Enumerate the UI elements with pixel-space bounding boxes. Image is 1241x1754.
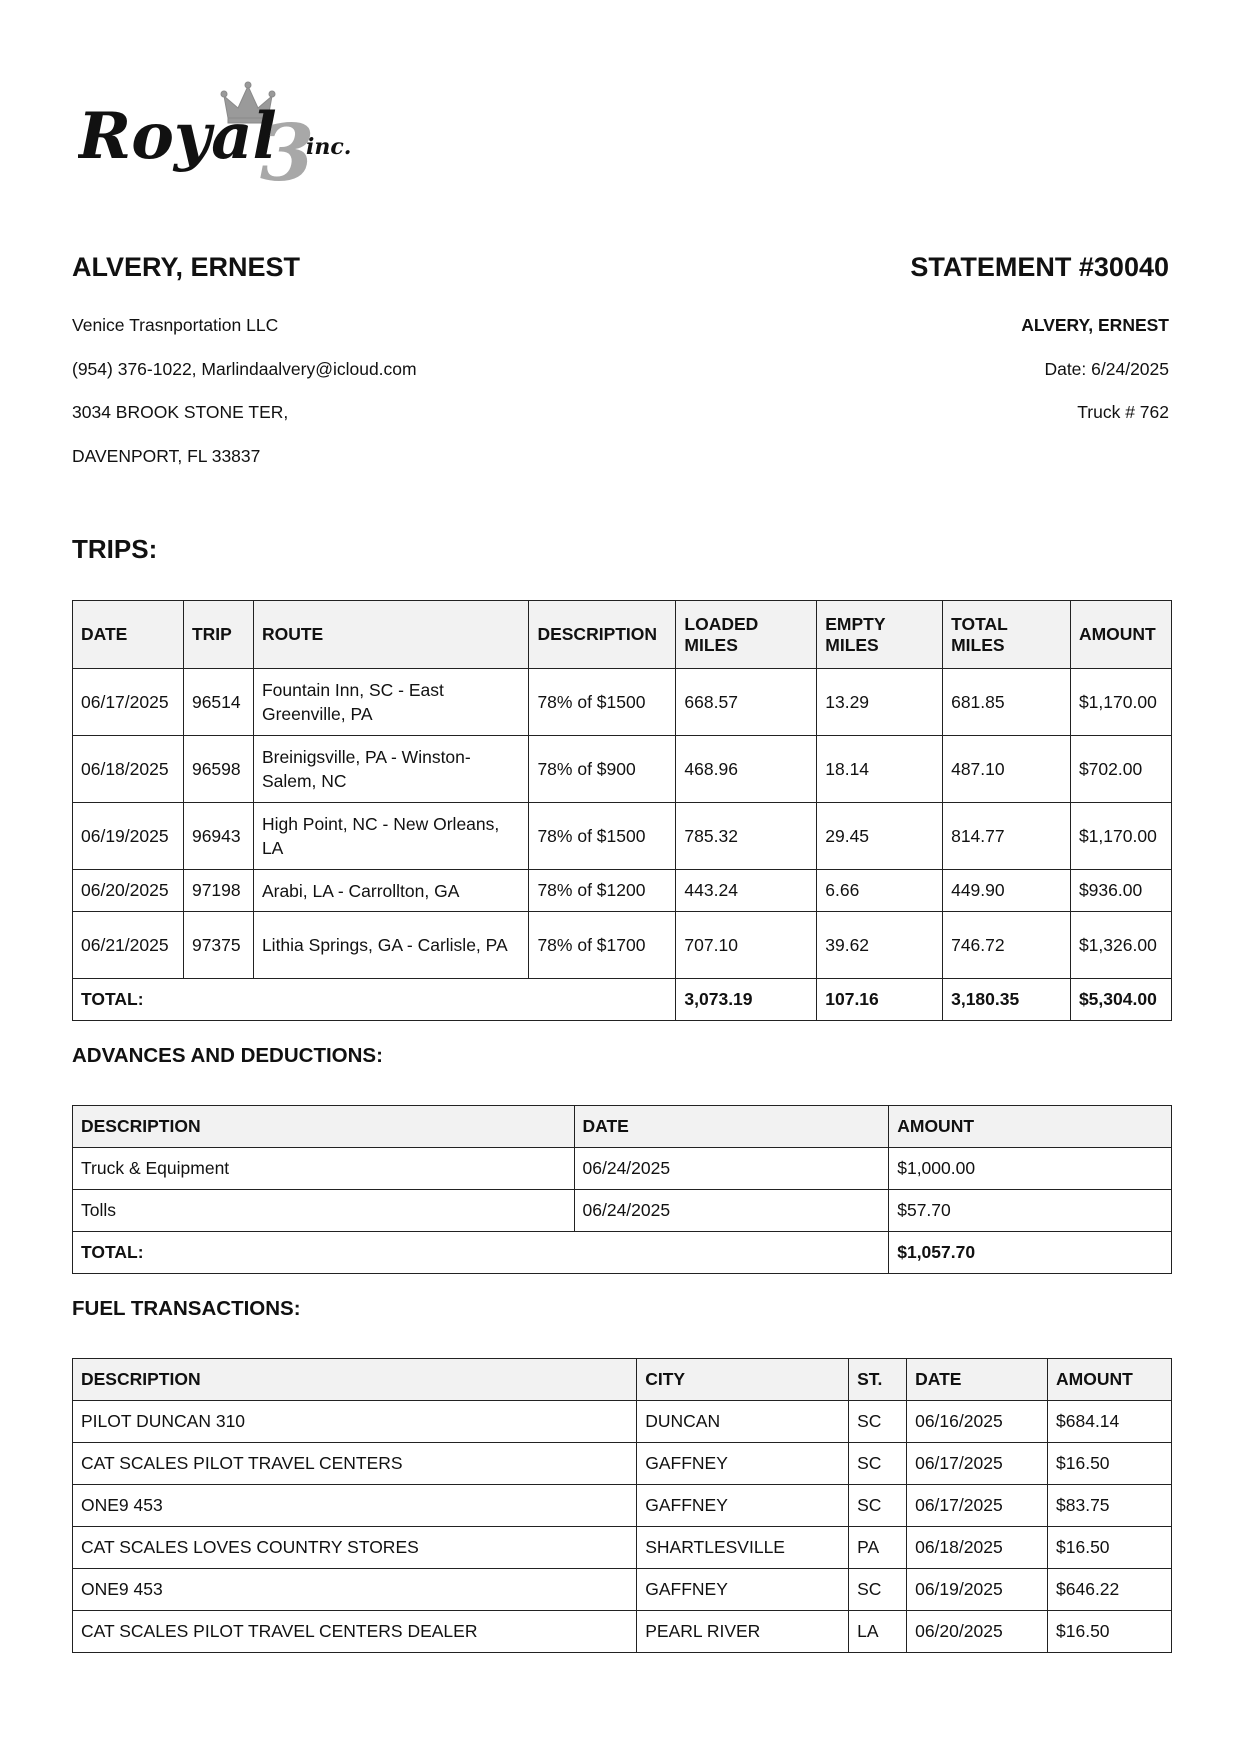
col-header-date: DATE xyxy=(73,601,184,669)
fuel-amount: $83.75 xyxy=(1048,1485,1172,1527)
trip-description: 78% of $1200 xyxy=(529,870,676,912)
fuel-amount: $16.50 xyxy=(1048,1527,1172,1569)
fuel-city: GAFFNEY xyxy=(637,1443,849,1485)
table-row xyxy=(73,1569,1172,1611)
driver-name: ALVERY, ERNEST xyxy=(72,252,301,282)
statement-truck: Truck # 762 xyxy=(1077,402,1169,422)
statement-title: STATEMENT #30040 xyxy=(910,252,1169,282)
svg-text:3: 3 xyxy=(260,108,315,190)
trip-amount: $1,170.00 xyxy=(1070,803,1171,870)
col-header-description: DESCRIPTION xyxy=(529,601,676,669)
fuel-date: 06/17/2025 xyxy=(907,1443,1048,1485)
fuel-state: SC xyxy=(849,1443,907,1485)
trips-title: TRIPS: xyxy=(72,534,158,564)
driver-address-line1: 3034 BROOK STONE TER, xyxy=(72,402,289,422)
trip-description: 78% of $1500 xyxy=(529,669,676,736)
advance-amount: $1,000.00 xyxy=(889,1148,1172,1190)
trip-empty-miles: 29.45 xyxy=(817,803,943,870)
advances-header-row xyxy=(73,1106,1172,1148)
fuel-city: GAFFNEY xyxy=(637,1569,849,1611)
trip-number: 96514 xyxy=(183,669,253,736)
col-header-description: DESCRIPTION xyxy=(73,1359,637,1401)
trip-amount: $936.00 xyxy=(1070,870,1171,912)
advances-title: ADVANCES AND DEDUCTIONS: xyxy=(72,1044,383,1067)
trip-date: 06/17/2025 xyxy=(73,669,184,736)
trip-amount: $1,170.00 xyxy=(1070,669,1171,736)
advances-table xyxy=(72,1105,1172,1274)
trips-header-row xyxy=(73,601,1172,669)
trip-description: 78% of $1700 xyxy=(529,912,676,979)
table-row xyxy=(73,1190,1172,1232)
advance-amount: $57.70 xyxy=(889,1190,1172,1232)
table-row xyxy=(73,1443,1172,1485)
advance-description: Tolls xyxy=(73,1190,575,1232)
trip-loaded-miles: 707.10 xyxy=(676,912,817,979)
fuel-description: CAT SCALES LOVES COUNTRY STORES xyxy=(73,1527,637,1569)
trip-loaded-miles: 443.24 xyxy=(676,870,817,912)
trip-empty-miles: 18.14 xyxy=(817,736,943,803)
col-header-amount: AMOUNT xyxy=(1048,1359,1172,1401)
trip-total-miles: 681.85 xyxy=(943,669,1071,736)
trip-route: Breinigsville, PA - Winston-Salem, NC xyxy=(253,736,529,803)
driver-info xyxy=(72,250,417,478)
fuel-state: SC xyxy=(849,1485,907,1527)
fuel-city: PEARL RIVER xyxy=(637,1611,849,1653)
col-header-description: DESCRIPTION xyxy=(73,1106,575,1148)
trip-number: 96598 xyxy=(183,736,253,803)
fuel-city: DUNCAN xyxy=(637,1401,849,1443)
fuel-date: 06/16/2025 xyxy=(907,1401,1048,1443)
fuel-date: 06/18/2025 xyxy=(907,1527,1048,1569)
trips-total-empty: 107.16 xyxy=(817,979,943,1021)
trips-total-amount: $5,304.00 xyxy=(1070,979,1171,1021)
driver-contact: (954) 376-1022, Marlindaalvery@icloud.com xyxy=(72,358,417,379)
svg-text:inc.: inc. xyxy=(306,134,352,160)
advances-total-amount: $1,057.70 xyxy=(889,1232,1172,1274)
table-row xyxy=(73,1401,1172,1443)
fuel-amount: $16.50 xyxy=(1048,1443,1172,1485)
trips-total-label: TOTAL: xyxy=(73,979,676,1021)
table-row xyxy=(73,1611,1172,1653)
table-row xyxy=(73,870,1172,912)
fuel-state: PA xyxy=(849,1527,907,1569)
trip-route: Fountain Inn, SC - East Greenville, PA xyxy=(253,669,529,736)
fuel-city: SHARTLESVILLE xyxy=(637,1527,849,1569)
trips-total-row xyxy=(73,979,1172,1021)
col-header-trip: TRIP xyxy=(183,601,253,669)
table-row xyxy=(73,803,1172,870)
trip-loaded-miles: 668.57 xyxy=(676,669,817,736)
col-header-city: CITY xyxy=(637,1359,849,1401)
advances-total-row xyxy=(73,1232,1172,1274)
trip-date: 06/21/2025 xyxy=(73,912,184,979)
crown-logo-icon xyxy=(78,80,388,190)
fuel-amount: $646.22 xyxy=(1048,1569,1172,1611)
col-header-route: ROUTE xyxy=(253,601,529,669)
trips-total-loaded: 3,073.19 xyxy=(676,979,817,1021)
company-logo xyxy=(78,80,388,190)
svg-text:Royal: Royal xyxy=(78,99,277,174)
col-header-loaded-miles: LOADED MILES xyxy=(676,601,817,669)
trips-total-miles: 3,180.35 xyxy=(943,979,1071,1021)
advance-date: 06/24/2025 xyxy=(574,1190,889,1232)
col-header-date: DATE xyxy=(907,1359,1048,1401)
trip-date: 06/18/2025 xyxy=(73,736,184,803)
fuel-description: CAT SCALES PILOT TRAVEL CENTERS xyxy=(73,1443,637,1485)
trip-loaded-miles: 785.32 xyxy=(676,803,817,870)
fuel-amount: $684.14 xyxy=(1048,1401,1172,1443)
advance-description: Truck & Equipment xyxy=(73,1148,575,1190)
fuel-date: 06/20/2025 xyxy=(907,1611,1048,1653)
trip-route: High Point, NC - New Orleans, LA xyxy=(253,803,529,870)
table-row xyxy=(73,912,1172,979)
col-header-state: ST. xyxy=(849,1359,907,1401)
trip-total-miles: 814.77 xyxy=(943,803,1071,870)
trip-number: 96943 xyxy=(183,803,253,870)
table-row xyxy=(73,1148,1172,1190)
trip-empty-miles: 39.62 xyxy=(817,912,943,979)
trip-empty-miles: 6.66 xyxy=(817,870,943,912)
trip-route: Lithia Springs, GA - Carlisle, PA xyxy=(253,912,529,979)
trip-total-miles: 449.90 xyxy=(943,870,1071,912)
fuel-date: 06/17/2025 xyxy=(907,1485,1048,1527)
col-header-amount: AMOUNT xyxy=(1070,601,1171,669)
fuel-amount: $16.50 xyxy=(1048,1611,1172,1653)
fuel-state: SC xyxy=(849,1569,907,1611)
advances-total-label: TOTAL: xyxy=(73,1232,889,1274)
trip-date: 06/20/2025 xyxy=(73,870,184,912)
col-header-amount: AMOUNT xyxy=(889,1106,1172,1148)
trip-amount: $1,326.00 xyxy=(1070,912,1171,979)
trip-number: 97375 xyxy=(183,912,253,979)
statement-name: ALVERY, ERNEST xyxy=(1021,315,1169,335)
fuel-description: CAT SCALES PILOT TRAVEL CENTERS DEALER xyxy=(73,1611,637,1653)
col-header-date: DATE xyxy=(574,1106,889,1148)
col-header-empty-miles: EMPTY MILES xyxy=(817,601,943,669)
fuel-description: PILOT DUNCAN 310 xyxy=(73,1401,637,1443)
driver-address-line2: DAVENPORT, FL 33837 xyxy=(72,445,261,466)
fuel-description: ONE9 453 xyxy=(73,1569,637,1611)
fuel-state: SC xyxy=(849,1401,907,1443)
fuel-city: GAFFNEY xyxy=(637,1485,849,1527)
trip-amount: $702.00 xyxy=(1070,736,1171,803)
fuel-date: 06/19/2025 xyxy=(907,1569,1048,1611)
fuel-table xyxy=(72,1358,1172,1653)
fuel-title: FUEL TRANSACTIONS: xyxy=(72,1297,301,1320)
table-row xyxy=(73,1527,1172,1569)
fuel-state: LA xyxy=(849,1611,907,1653)
table-row xyxy=(73,736,1172,803)
trip-empty-miles: 13.29 xyxy=(817,669,943,736)
statement-date: Date: 6/24/2025 xyxy=(1044,358,1169,379)
trip-loaded-miles: 468.96 xyxy=(676,736,817,803)
trip-total-miles: 487.10 xyxy=(943,736,1071,803)
driver-company: Venice Trasnportation LLC xyxy=(72,315,279,335)
trip-number: 97198 xyxy=(183,870,253,912)
fuel-description: ONE9 453 xyxy=(73,1485,637,1527)
trip-description: 78% of $900 xyxy=(529,736,676,803)
trip-total-miles: 746.72 xyxy=(943,912,1071,979)
trip-route: Arabi, LA - Carrollton, GA xyxy=(253,870,529,912)
col-header-total-miles: TOTAL MILES xyxy=(943,601,1071,669)
table-row xyxy=(73,669,1172,736)
trips-table xyxy=(72,600,1172,1021)
advance-date: 06/24/2025 xyxy=(574,1148,889,1190)
table-row xyxy=(73,1485,1172,1527)
trip-date: 06/19/2025 xyxy=(73,803,184,870)
fuel-header-row xyxy=(73,1359,1172,1401)
statement-info xyxy=(910,250,1169,435)
trip-description: 78% of $1500 xyxy=(529,803,676,870)
